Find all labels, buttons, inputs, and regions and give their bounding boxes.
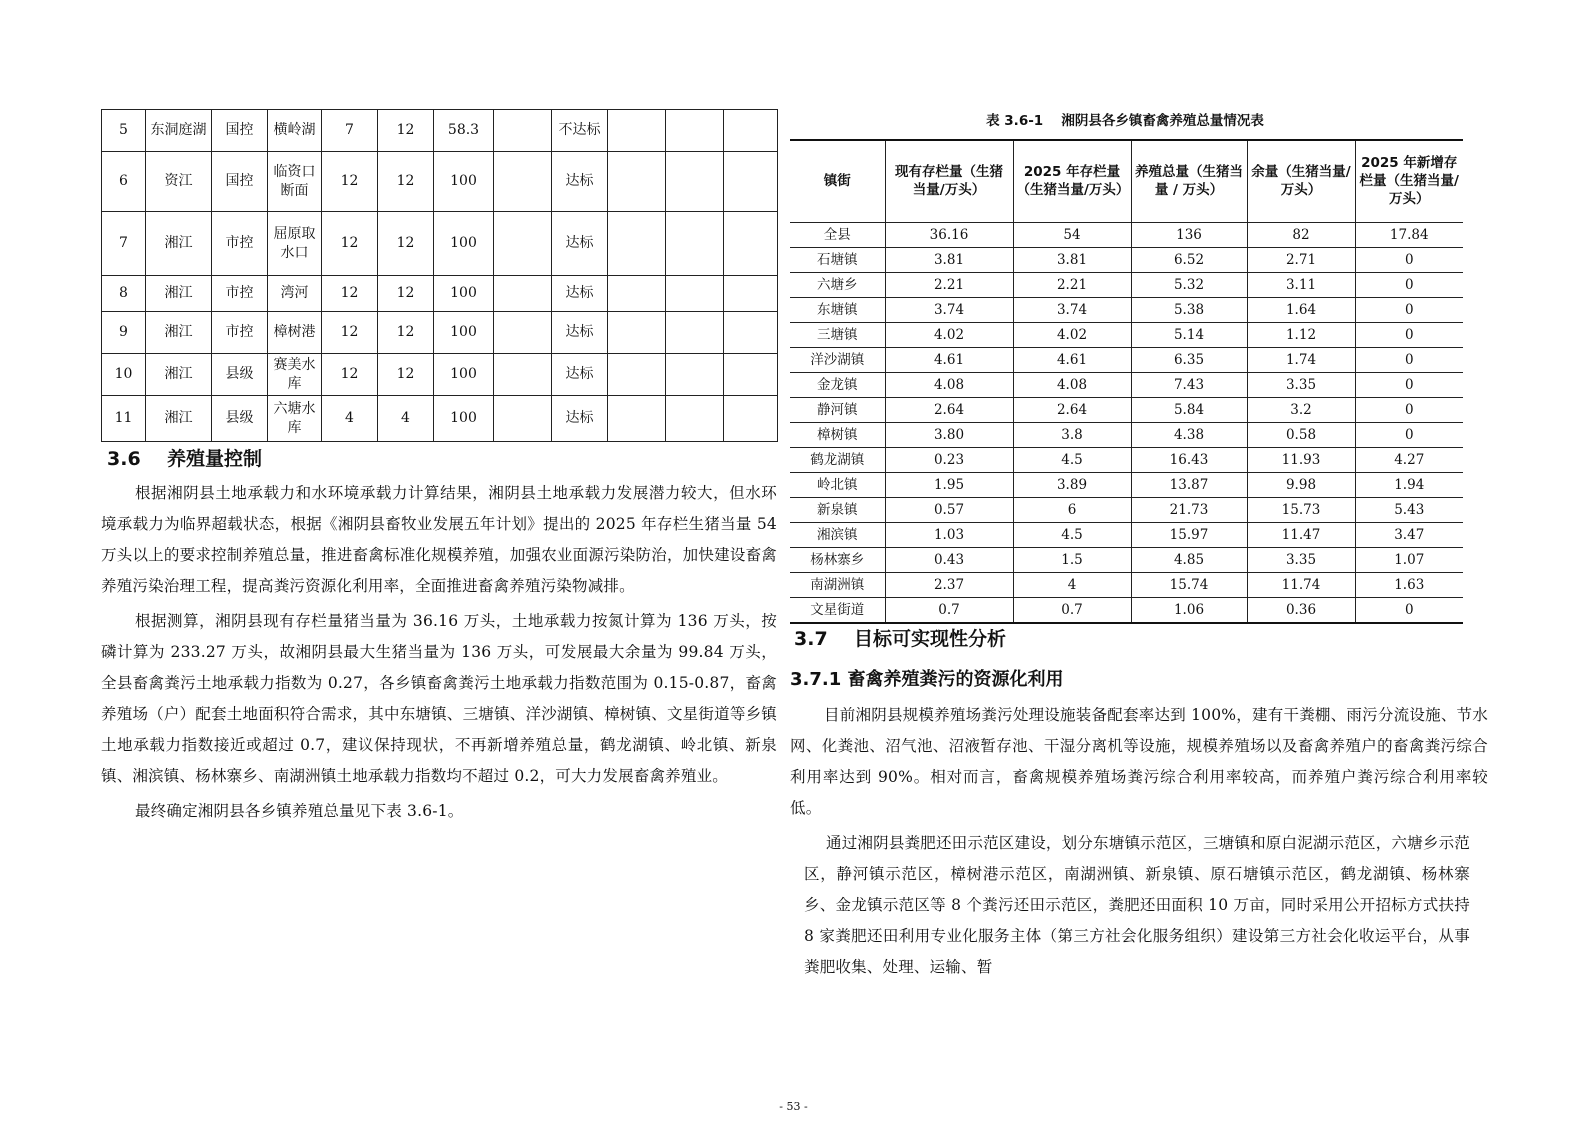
value-cell: 2.21 [1013,272,1131,297]
table-row [790,422,1463,447]
value-cell: 4 [1013,572,1131,597]
table-cell: 4 [378,396,434,442]
table-cell [608,354,666,396]
table-cell [666,212,724,276]
table-row [790,297,1463,322]
section-3-7-heading [790,624,1490,660]
table-cell [724,110,778,152]
value-cell: 82 [1247,222,1355,247]
table-row [790,247,1463,272]
table-cell: 横岭湖 [268,110,322,152]
section-title: 目标可实现性分析 [854,627,1007,650]
value-cell: 6.52 [1131,247,1247,272]
value-cell: 2.71 [1247,247,1355,272]
table-row [102,354,778,396]
value-cell: 2.21 [885,272,1013,297]
table-cell: 湘江 [146,276,212,312]
table-caption: 表 3.6-1 湘阴县各乡镇畜禽养殖总量情况表 [986,113,1264,129]
table-cell: 樟树港 [268,312,322,354]
table-row [102,212,778,276]
table-cell: 10 [102,354,146,396]
table-cell: 12 [378,212,434,276]
table-cell: 赛美水库 [268,354,322,396]
table-cell [494,276,552,312]
table-row [102,110,778,152]
table-cell [494,396,552,442]
table-cell: 湘江 [146,354,212,396]
value-cell: 0.57 [885,497,1013,522]
value-cell: 3.89 [1013,472,1131,497]
town-name-cell: 文星街道 [790,597,885,623]
table-cell: 达标 [552,354,608,396]
table-cell [608,152,666,212]
table-row [790,547,1463,572]
value-cell: 0.58 [1247,422,1355,447]
table-row [790,472,1463,497]
table-cell: 国控 [212,152,268,212]
table-row [102,152,778,212]
table-cell: 6 [102,152,146,212]
value-cell: 4.85 [1131,547,1247,572]
right-column [790,109,1490,983]
table-cell: 六塘水库 [268,396,322,442]
table-cell [724,396,778,442]
town-name-cell: 鹤龙湖镇 [790,447,885,472]
table-cell [724,212,778,276]
value-cell: 11.47 [1247,522,1355,547]
table-row [102,312,778,354]
town-name-cell: 南湖洲镇 [790,572,885,597]
value-cell: 1.63 [1355,572,1463,597]
table-cell [724,312,778,354]
value-cell: 136 [1131,222,1247,247]
town-name-cell: 岭北镇 [790,472,885,497]
table-cell [666,312,724,354]
value-cell: 6.35 [1131,347,1247,372]
table-cell: 58.3 [434,110,494,152]
value-cell: 4.61 [885,347,1013,372]
table-row [790,347,1463,372]
table-row [102,396,778,442]
value-cell: 4.08 [1013,372,1131,397]
table-cell: 屈原取水口 [268,212,322,276]
page-number: - 53 - [779,1100,808,1113]
value-cell: 5.84 [1131,397,1247,422]
section-number: 3.6 [107,448,141,470]
paragraph: 根据湘阴县土地承载力和水环境承载力计算结果，湘阴县土地承载力发展潜力较大，但水环境承载力为临界超载状态，根据《湘阴县畜牧业发展五年计划》提出的 2025 年存栏生猪当量 54 万头以上的要求控制养殖总量，推进畜禽标准化规模养殖，加强农业面源污染防治，加快建设畜禽养殖污染治理工程，提高粪污资源化利用率，全面推进畜禽养殖污染物减排。 [101,484,777,595]
table-cell: 8 [102,276,146,312]
value-cell: 17.84 [1355,222,1463,247]
value-cell: 0 [1355,372,1463,397]
table-cell: 11 [102,396,146,442]
value-cell: 4.02 [1013,322,1131,347]
town-name-cell: 石塘镇 [790,247,885,272]
value-cell: 1.95 [885,472,1013,497]
table-cell [666,110,724,152]
table-cell: 9 [102,312,146,354]
table-cell: 湾河 [268,276,322,312]
value-cell: 3.81 [1013,247,1131,272]
table-cell: 达标 [552,276,608,312]
value-cell: 21.73 [1131,497,1247,522]
table-row [790,572,1463,597]
value-cell: 1.64 [1247,297,1355,322]
table-cell: 5 [102,110,146,152]
value-cell: 0.23 [885,447,1013,472]
value-cell: 0 [1355,422,1463,447]
table-cell: 100 [434,276,494,312]
value-cell: 13.87 [1131,472,1247,497]
table-cell [724,354,778,396]
value-cell: 4.5 [1013,522,1131,547]
town-name-cell: 静河镇 [790,397,885,422]
table-row [790,447,1463,472]
value-cell: 5.14 [1131,322,1247,347]
table-cell: 县级 [212,396,268,442]
value-cell: 2.64 [885,397,1013,422]
column-header: 2025 年存栏量（生猪当量/万头） [1013,140,1131,222]
table-cell: 12 [322,312,378,354]
value-cell: 1.12 [1247,322,1355,347]
value-cell: 3.81 [885,247,1013,272]
value-cell: 3.74 [1013,297,1131,322]
value-cell: 1.07 [1355,547,1463,572]
table-cell: 达标 [552,312,608,354]
table-cell: 100 [434,152,494,212]
value-cell: 1.5 [1013,547,1131,572]
value-cell: 0 [1355,347,1463,372]
value-cell: 4.5 [1013,447,1131,472]
table-cell: 不达标 [552,110,608,152]
table-cell: 湘江 [146,212,212,276]
table-cell [494,212,552,276]
value-cell: 11.93 [1247,447,1355,472]
table-cell: 达标 [552,152,608,212]
town-name-cell: 杨林寨乡 [790,547,885,572]
value-cell: 0.7 [885,597,1013,623]
table-cell [724,276,778,312]
value-cell: 0 [1355,247,1463,272]
value-cell: 15.74 [1131,572,1247,597]
value-cell: 4.02 [885,322,1013,347]
table-cell [666,276,724,312]
monitoring-table [101,109,778,442]
value-cell: 0.43 [885,547,1013,572]
table-row [102,276,778,312]
table-cell: 达标 [552,212,608,276]
value-cell: 1.74 [1247,347,1355,372]
value-cell: 4.38 [1131,422,1247,447]
table-cell: 临资口断面 [268,152,322,212]
table-cell: 湘江 [146,396,212,442]
table-row [790,497,1463,522]
table-row [790,322,1463,347]
value-cell: 3.35 [1247,372,1355,397]
value-cell: 5.32 [1131,272,1247,297]
table-header-row [790,140,1463,222]
town-name-cell: 金龙镇 [790,372,885,397]
column-header: 现有存栏量（生猪当量/万头） [885,140,1013,222]
town-name-cell: 六塘乡 [790,272,885,297]
value-cell: 2.37 [885,572,1013,597]
value-cell: 6 [1013,497,1131,522]
value-cell: 3.2 [1247,397,1355,422]
value-cell: 5.43 [1355,497,1463,522]
value-cell: 15.73 [1247,497,1355,522]
value-cell: 0.7 [1013,597,1131,623]
paragraph: 最终确定湘阴县各乡镇养殖总量见下表 3.6-1。 [135,802,464,820]
table-cell: 东洞庭湖 [146,110,212,152]
table-cell: 7 [322,110,378,152]
section-number: 3.7 [794,627,828,650]
table-cell [666,396,724,442]
value-cell: 2.64 [1013,397,1131,422]
value-cell: 1.06 [1131,597,1247,623]
table-cell [494,152,552,212]
table-cell: 12 [378,312,434,354]
paragraph: 根据测算，湘阴县现有存栏量猪当量为 36.16 万头，土地承载力按氮计算为 136 万头，按磷计算为 233.27 万头，故湘阴县最大生猪当量为 136 万头，可发展最大余量为 99.84 万头，全县畜禽粪污土地承载力指数为 0.27，各乡镇畜禽粪污土地承载力指数范围为 0.15-0.87，畜禽养殖场（户）配套土地面积符合需求，其中东塘镇、三塘镇、洋沙湖镇、樟树镇、文星街道等乡镇土地承载力指数接近或超过 0.7，建议保持现状，不再新增养殖总量，鹤龙湖镇、岭北镇、新泉镇、湘滨镇、杨林寨乡、南湖洲镇土地承载力指数均不超过 0.2，可大力发展畜禽养殖业。 [101,612,777,785]
value-cell: 0 [1355,297,1463,322]
table-cell: 县级 [212,354,268,396]
table-cell: 7 [102,212,146,276]
table-row [790,397,1463,422]
value-cell: 0.36 [1247,597,1355,623]
value-cell: 3.11 [1247,272,1355,297]
table-cell [666,354,724,396]
value-cell: 1.03 [885,522,1013,547]
table-cell: 100 [434,396,494,442]
table-cell: 100 [434,212,494,276]
town-name-cell: 东塘镇 [790,297,885,322]
value-cell: 3.35 [1247,547,1355,572]
table-cell: 湘江 [146,312,212,354]
table-cell [724,152,778,212]
value-cell: 4.27 [1355,447,1463,472]
table-cell: 12 [322,354,378,396]
table-cell: 市控 [212,276,268,312]
table-row [790,272,1463,297]
table-cell [608,212,666,276]
town-name-cell: 三塘镇 [790,322,885,347]
value-cell: 0 [1355,272,1463,297]
town-name-cell: 湘滨镇 [790,522,885,547]
section-3-6-heading [101,442,777,476]
table-cell [494,312,552,354]
table-cell: 100 [434,354,494,396]
table-cell: 国控 [212,110,268,152]
table-cell [608,396,666,442]
town-name-cell: 全县 [790,222,885,247]
column-header: 2025 年新增存栏量（生猪当量/万头） [1355,140,1463,222]
value-cell: 3.47 [1355,522,1463,547]
table-cell [608,312,666,354]
value-cell: 16.43 [1131,447,1247,472]
value-cell: 4.61 [1013,347,1131,372]
town-name-cell: 樟树镇 [790,422,885,447]
table-cell: 市控 [212,312,268,354]
town-name-cell: 洋沙湖镇 [790,347,885,372]
section-title: 养殖量控制 [167,448,263,470]
column-header: 镇街 [790,140,885,222]
value-cell: 4.08 [885,372,1013,397]
column-header: 养殖总量（生猪当量 / 万头） [1131,140,1247,222]
table-cell: 12 [322,152,378,212]
value-cell: 54 [1013,222,1131,247]
table-cell [608,110,666,152]
town-name-cell: 新泉镇 [790,497,885,522]
value-cell: 0 [1355,397,1463,422]
subsection-heading: 3.7.1 畜禽养殖粪污的资源化利用 [790,668,1064,690]
value-cell: 3.74 [885,297,1013,322]
table-cell: 12 [322,276,378,312]
table-cell [608,276,666,312]
value-cell: 9.98 [1247,472,1355,497]
table-cell [494,354,552,396]
left-column [101,109,777,827]
table-cell: 4 [322,396,378,442]
table-cell: 资江 [146,152,212,212]
value-cell: 0 [1355,597,1463,623]
table-cell [494,110,552,152]
value-cell: 3.80 [885,422,1013,447]
table-row [790,522,1463,547]
table-cell: 市控 [212,212,268,276]
table-row [790,222,1463,247]
table-row [790,597,1463,623]
value-cell: 15.97 [1131,522,1247,547]
value-cell: 5.38 [1131,297,1247,322]
value-cell: 0 [1355,322,1463,347]
table-cell: 达标 [552,396,608,442]
table-cell: 12 [378,276,434,312]
table-cell: 12 [378,152,434,212]
paragraph: 目前湘阴县规模养殖场粪污处理设施装备配套率达到 100%，建有干粪棚、雨污分流设施、节水网、化粪池、沼气池、沼液暂存池、干湿分离机等设施，规模养殖场以及畜禽养殖户的畜禽粪污综合利用率达到 90%。相对而言，畜禽规模养殖场粪污综合利用率较高，而养殖户粪污综合利用率较低。 [790,705,1488,817]
livestock-table [790,139,1463,624]
paragraph: 通过湘阴县粪肥还田示范区建设，划分东塘镇示范区，三塘镇和原白泥湖示范区，六塘乡示范区，静河镇示范区，樟树港示范区，南湖洲镇、新泉镇、原石塘镇示范区，鹤龙湖镇、杨林寨乡、金龙镇示范区等 8 个粪污还田示范区，粪肥还田面积 10 万亩，同时采用公开招标方式扶持 8 家粪肥还田利用专业化服务主体（第三方社会化服务组织）建设第三方社会化收运平台，从事粪肥收集、处理、运输、暂 [804,833,1470,976]
value-cell: 36.16 [885,222,1013,247]
table-row [790,372,1463,397]
table-cell: 12 [378,354,434,396]
table-cell: 100 [434,312,494,354]
column-header: 余量（生猪当量/万头） [1247,140,1355,222]
table-cell [666,152,724,212]
value-cell: 11.74 [1247,572,1355,597]
value-cell: 1.94 [1355,472,1463,497]
table-cell: 12 [322,212,378,276]
value-cell: 7.43 [1131,372,1247,397]
table-cell: 12 [378,110,434,152]
value-cell: 3.8 [1013,422,1131,447]
